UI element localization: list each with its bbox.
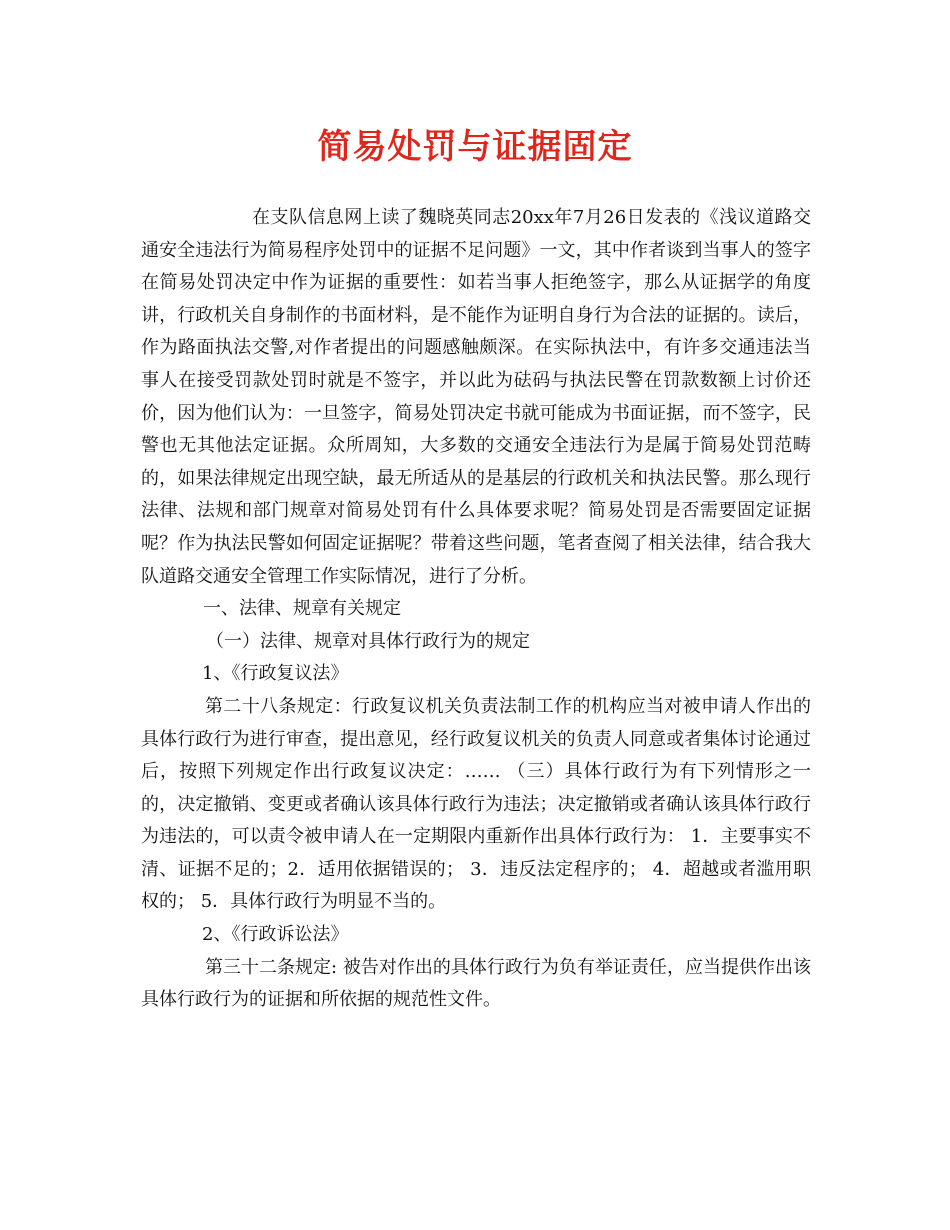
intro-paragraph: 在支队信息网上读了魏晓英同志20xx年7月26日发表的《浅议道路交通安全违法行为简易程序处罚中的证据不足问题》一文，其中作者谈到当事人的签字在简易处罚决定中作为证据的重要性：如若当事人拒绝签字，那么从证据学的角度讲，行政机关自身制作的书面材料，是不能作为证明自身行为合法的证据的。读后，作为路面执法交警,对作者提出的问题感触颇深。在实际执法中，有许多交通违法当事人在接受罚款处罚时就是不签字，并以此为砝码与执法民警在罚款数额上讨价还价，因为他们认为：一旦签字，简易处罚决定书就可能成为书面证据，而不签字，民警也无其他法定证据。众所周知，大多数的交通安全违法行为是属于简易处罚范畴的，如果法律规定出现空缺，最无所适从的是基层的行政机关和执法民警。那么现行法律、法规和部门规章对简易处罚有什么具体要求呢？简易处罚是否需要固定证据呢？作为执法民警如何固定证据呢？带着这些问题，笔者查阅了相关法律，结合我大队道路交通安全管理工作实际情况，进行了分析。 — [141, 207, 811, 587]
document-body — [141, 202, 811, 1017]
article-32-paragraph: 第三十二条规定: 被告对作出的具体行政行为负有举证责任，应当提供作出该具体行政行为的证据和所依据的规范性文件。 — [141, 956, 811, 1011]
law-item-2: 2、《行政诉讼法》 — [202, 924, 349, 946]
article-28-paragraph: 第二十八条规定：行政复议机关负责法制工作的机构应当对被申请人作出的具体行政行为进行审查，提出意见，经行政复议机关的负责人同意或者集体讨论通过后，按照下列规定作出行政复议决定：…… （三）具体行政行为有下列情形之一的，决定撤销、变更或者确认该具体行政行为违法；决定撤销或者确认该具体行政行为违法的，可以责令被申请人在一定期限内重新作出具体行政行为： 1．主要事实不清、证据不足的；2．适用依据错误的； 3．违反法定程序的； 4．超越或者滥用职权的； 5．具体行政行为明显不当的。 — [141, 695, 811, 913]
subsection-heading-1: （一）法律、规章对具体行政行为的规定 — [206, 630, 530, 652]
law-item-1: 1、《行政复议法》 — [202, 663, 349, 685]
document-title: 简易处罚与证据固定 — [317, 127, 633, 167]
section-heading-1: 一、法律、规章有关规定 — [203, 598, 401, 620]
